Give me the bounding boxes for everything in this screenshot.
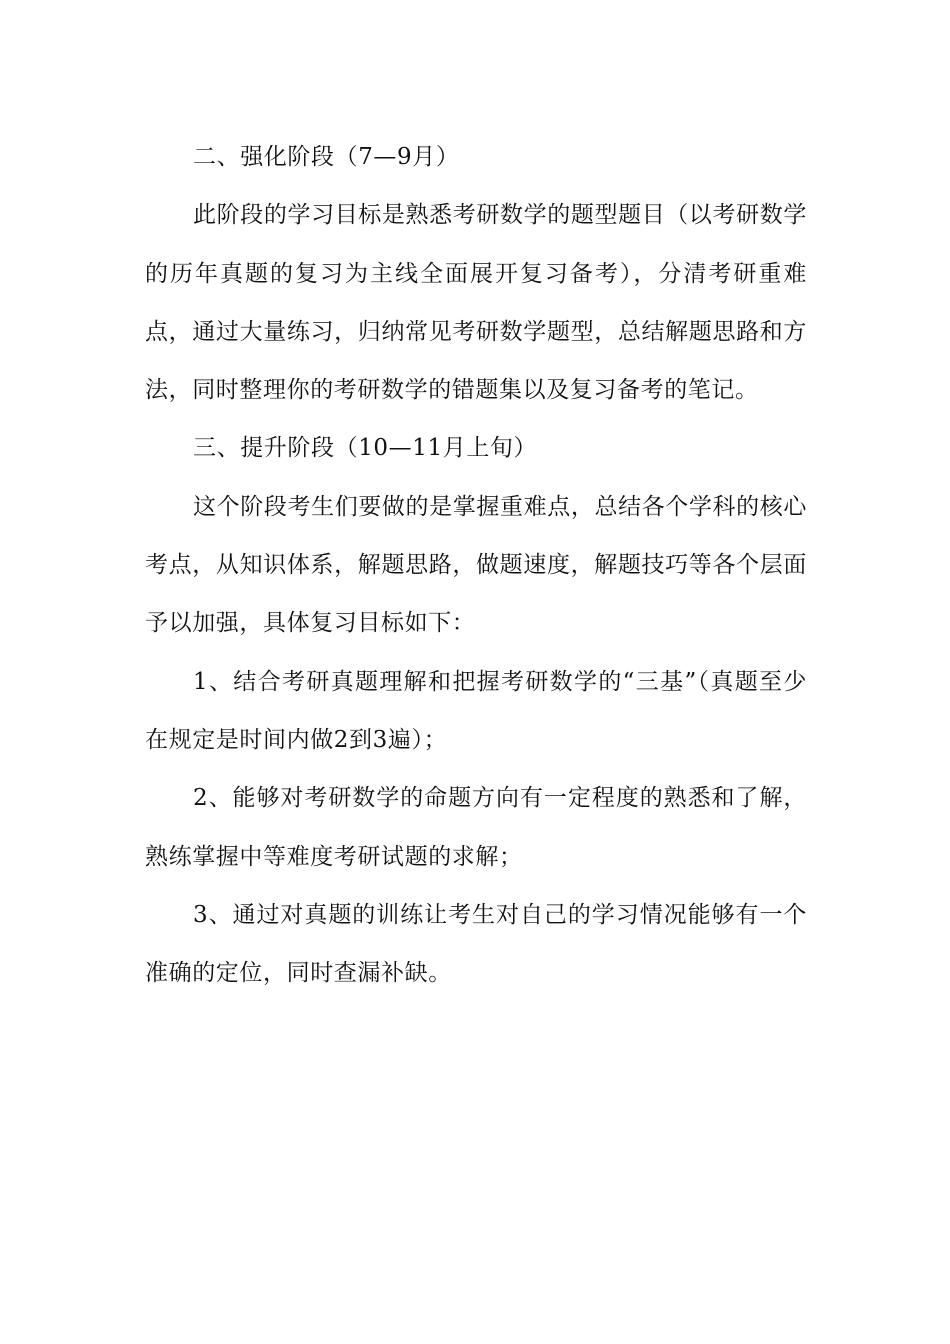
paragraph-item-1: 1、结合考研真题理解和把握考研数学的“三基”（真题至少在规定是时间内做2到3遍）； <box>145 668 807 753</box>
paragraph-improve-intro: 这个阶段考生们要做的是掌握重难点，总结各个学科的核心考点，从知识体系，解题思路，做题速度，解题技巧等各个层面予以加强，具体复习目标如下： <box>145 493 807 637</box>
document-body <box>145 128 807 1002</box>
paragraph-item-2: 2、能够对考研数学的命题方向有一定程度的熟悉和了解，熟练掌握中等难度考研试题的求解； <box>145 785 807 870</box>
paragraph-strengthen-goal: 此阶段的学习目标是熟悉考研数学的题型题目（以考研数学的历年真题的复习为主线全面展开复习备考），分清考研重难点，通过大量练习，归纳常见考研数学题型，总结解题思路和方法，同时整理你的考研数学的错题集以及复习备考的笔记。 <box>145 202 807 404</box>
paragraph-item-3: 3、通过对真题的训练让考生对自己的学习情况能够有一个准确的定位，同时查漏补缺。 <box>145 901 807 987</box>
section-heading-improve: 三、提升阶段（10—11月上旬） <box>193 435 538 462</box>
section-heading-strengthen: 二、强化阶段（7—9月） <box>193 144 460 170</box>
